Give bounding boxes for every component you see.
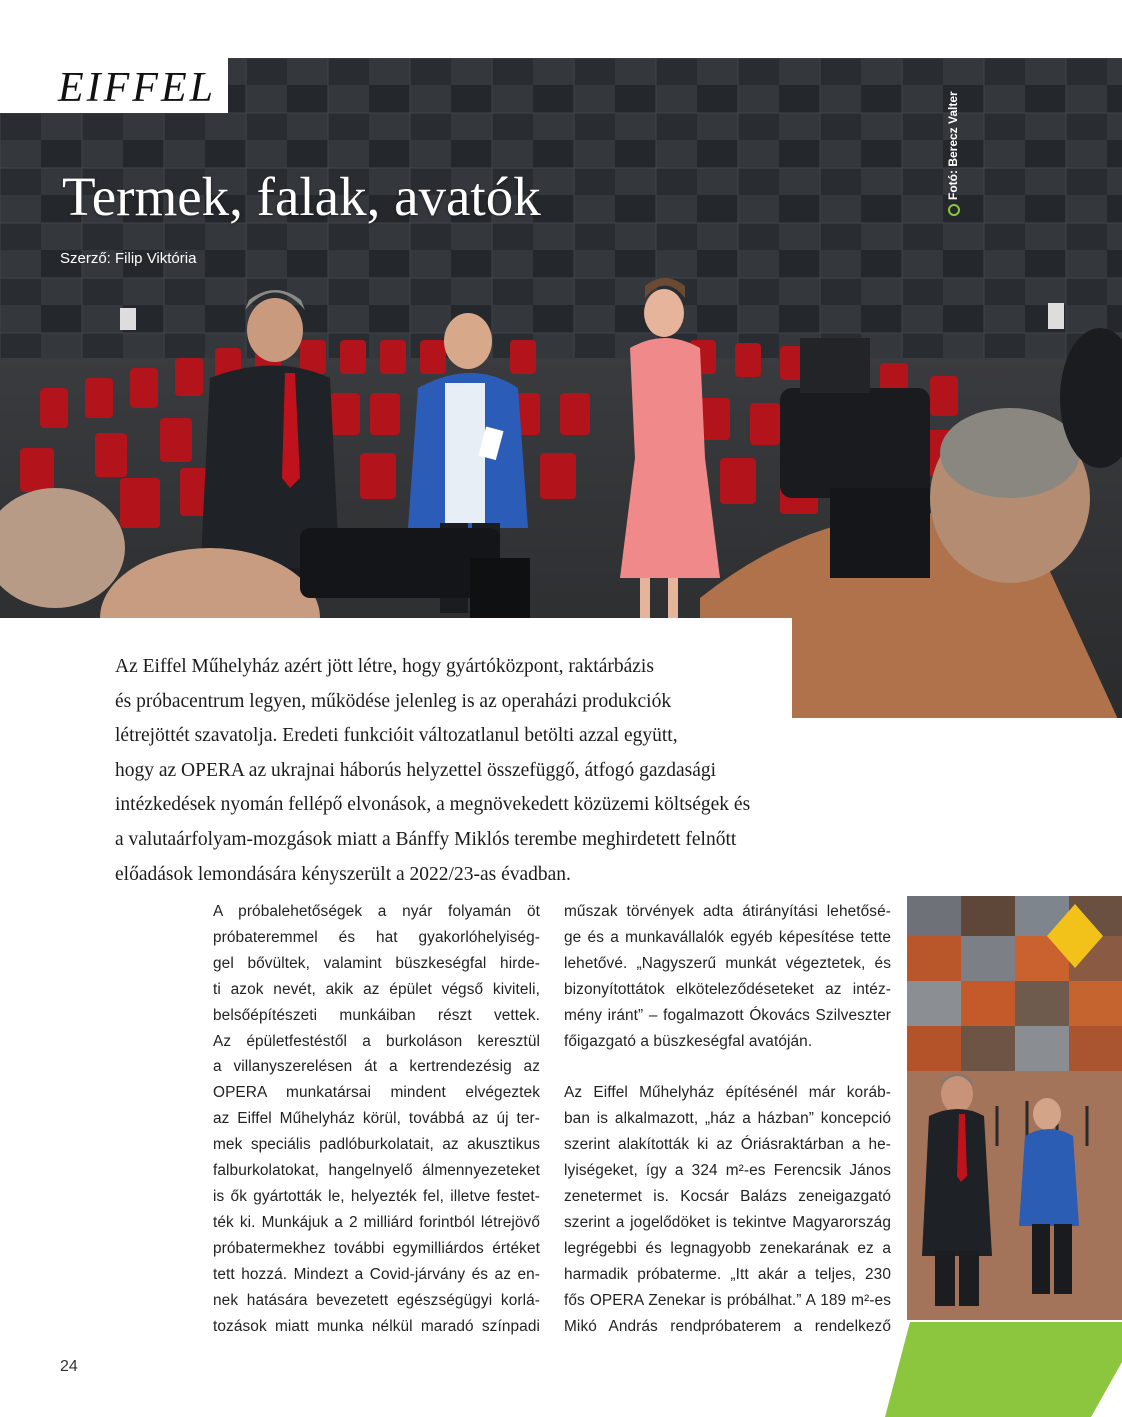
body-line: legrégebbi és legnagyobb zenekarának ez a: [564, 1239, 891, 1257]
body-line: Az Eiffel Műhelyház építésénél már koráb-: [564, 1084, 891, 1102]
body-line: bizonyítottátok elköteleződéseteket az intéz-: [564, 980, 891, 998]
body-line: mek speciális padlóburkolatait, az akusztikus: [213, 1136, 540, 1154]
body-line: falburkolatokat, hangelnyelő álmennyezeteket: [213, 1162, 540, 1180]
body-line: mény iránt” – fogalmazott Ókovács Szilveszter: [564, 1006, 891, 1024]
lead-line: létrejöttét szavatolja. Eredeti funkcióit változatlanul betölti azzal együtt,: [115, 725, 678, 747]
body-line: műszak törvények adta átirányítási lehetősé-: [564, 903, 891, 920]
body-line: próbatermekhez további egymilliárdos értéket: [213, 1239, 540, 1257]
body-line: lehetővé. „Nagyszerű munkát végeztetek, és: [564, 954, 891, 972]
lead-line: intézkedések nyomán fellépő elvonások, a megnövekedett közüzemi költségek és: [115, 794, 751, 816]
lead-line: Az Eiffel Műhelyház azért jött létre, hogy gyártóközpont, raktárbázis: [115, 656, 654, 677]
credit-dot-icon: [948, 204, 960, 216]
body-line: ték ki. Munkájuk a 2 milliárd forintból létrejövő: [213, 1213, 540, 1231]
body-line: nek hatására bevezetett egészségügyi korlá-: [213, 1291, 540, 1309]
lead-line: és próbacentrum legyen, működése jelenleg is az operaházi produkciók: [115, 690, 672, 712]
body-line: lyiségeket, így a 324 m²-es Ferencsik János: [564, 1162, 891, 1180]
body-line: Mikó András rendpróbaterem a rendelkező: [564, 1317, 891, 1335]
page-number: 24: [60, 1358, 78, 1375]
body-line: a villanyszerelésen át a kertrendezésig az: [213, 1058, 540, 1076]
body-line: ti azok nevét, akik az épület végső kiviteli,: [213, 980, 540, 998]
body-line: ge és a munkavállalók egyéb képesítése tette: [564, 928, 891, 946]
concert-hall-scene: [907, 896, 1122, 1320]
body-line: szerint a jogelődöket is tekintve Magyarország: [564, 1213, 891, 1231]
body-line: Az épületfestéstől a burkoláson keresztül: [213, 1032, 540, 1050]
body-line: tett hozzá. Mindezt a Covid-járvány és az en-: [213, 1265, 540, 1283]
decorative-green-band: [885, 1322, 1122, 1417]
body-line: szerint alakították ki az Óriásraktárban a he-: [564, 1136, 891, 1154]
body-line: OPERA munkatársai mindent elvégeztek: [213, 1084, 540, 1102]
body-line: belsőépítészeti munkáiban részt vettek.: [213, 1006, 540, 1024]
article-lead: [115, 650, 905, 892]
body-column-1: [213, 899, 540, 1339]
body-line: ban is alkalmazott, „ház a házban” koncepció: [564, 1110, 891, 1128]
body-line: fős OPERA Zenekar is próbálhat.” A 189 m²-es: [564, 1291, 891, 1309]
masthead-logo: EIFFEL: [58, 65, 216, 111]
lead-line: előadások lemondására kényszerült a 2022/23-as évadban.: [115, 863, 571, 885]
lead-line: hogy az OPERA az ukrajnai háborús helyzettel összefüggő, átfogó gazdasági: [115, 759, 717, 781]
body-line: tozások miatt munka nélkül maradó színpadi: [213, 1317, 540, 1335]
body-line: is ők gyártották le, helyezték fel, illetve festet-: [213, 1187, 540, 1205]
article-byline: Szerző: Filip Viktória: [60, 250, 197, 267]
article-title: Termek, falak, avatók: [62, 166, 541, 227]
photo-credit: [946, 91, 960, 216]
masthead: [0, 58, 228, 113]
body-column-2: [564, 899, 891, 1340]
body-line: harmadik próbaterme. „Itt akár a teljes, 230: [564, 1265, 891, 1283]
body-line: próbateremmel és hat gyakorlóhelyiség-: [213, 928, 540, 946]
body-line: A próbalehetőségek a nyár folyamán öt: [213, 903, 540, 920]
body-line: zenetermet is. Kocsár Balázs zeneigazgató: [564, 1188, 891, 1206]
paragraph-gap: [564, 1054, 891, 1080]
body-line: főigazgató a büszkeségfal avatóján.: [564, 1032, 813, 1050]
side-photo: [907, 896, 1122, 1320]
body-line: gel bővültek, valamint büszkeségfal hirde-: [213, 954, 540, 972]
lead-line: a valutaárfolyam-mozgások miatt a Bánffy Miklós terembe meghirdetett felnőtt: [115, 828, 737, 850]
body-line: az Eiffel Műhelyház körül, továbbá az új ter-: [213, 1110, 540, 1128]
photo-credit-text: Fotó: Berecz Valter: [946, 91, 960, 200]
